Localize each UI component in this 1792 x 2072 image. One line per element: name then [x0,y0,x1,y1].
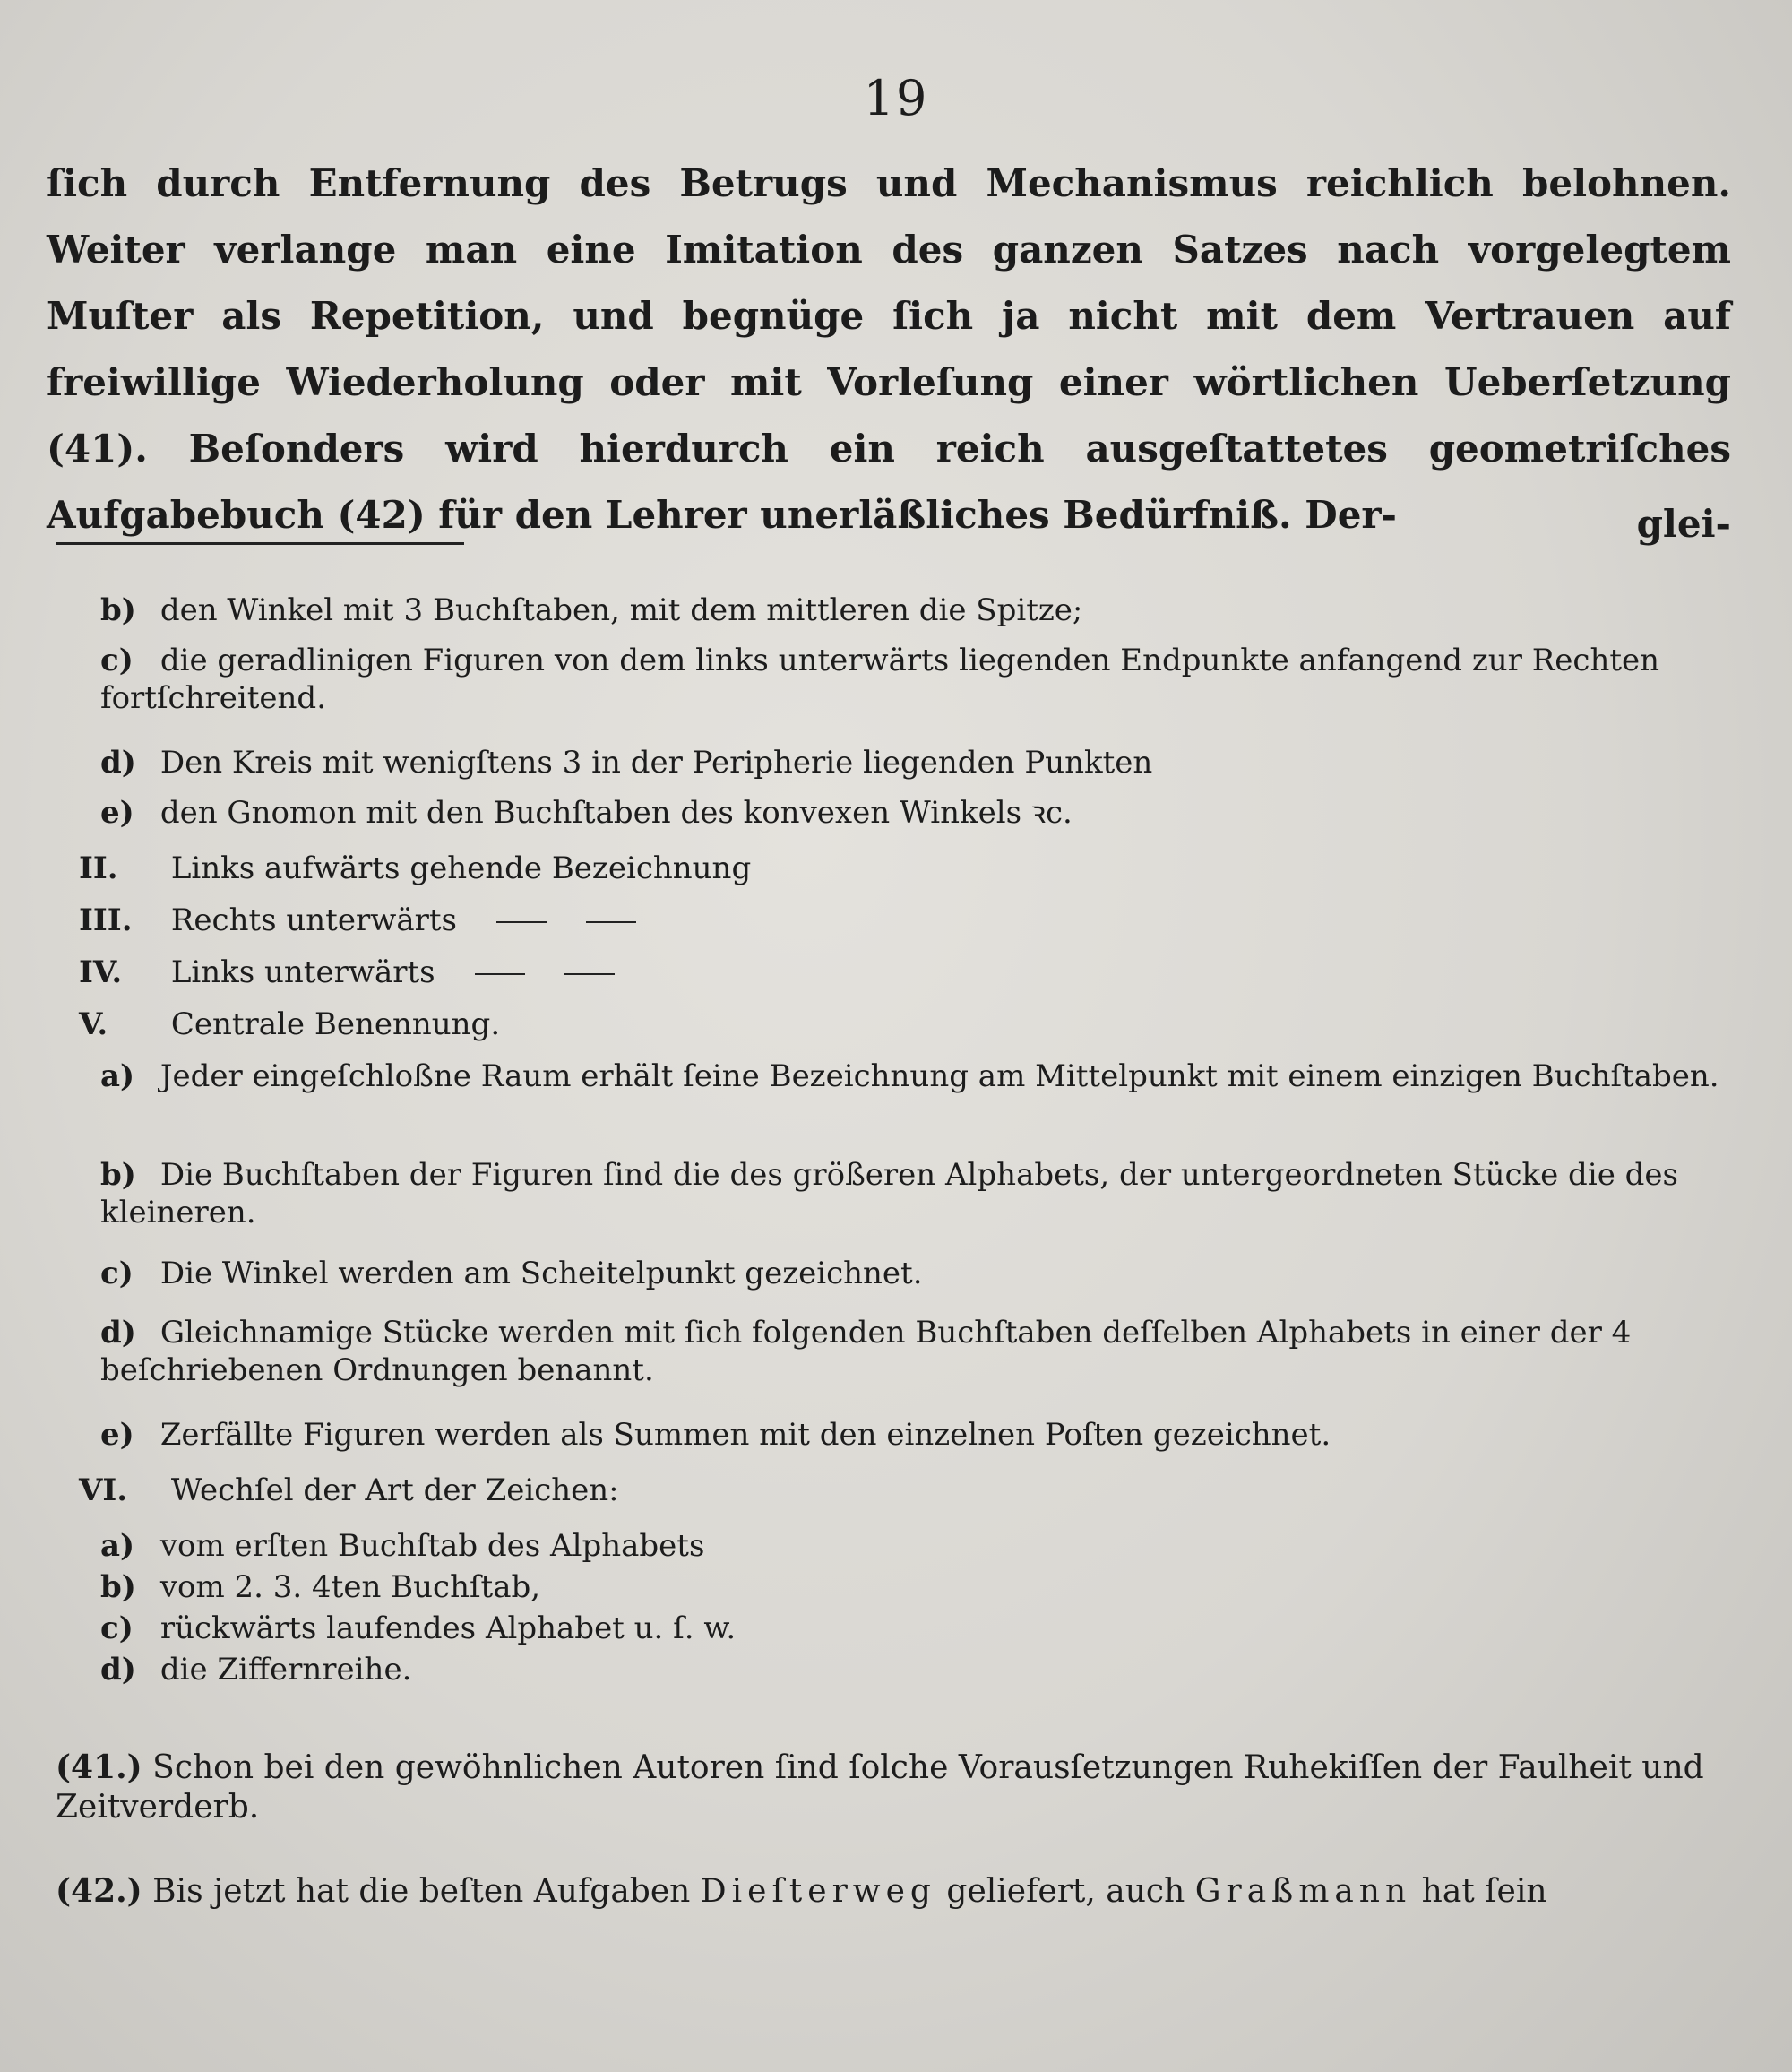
note-item: c) Die Winkel werden am Scheitelpunkt gezeichnet. [100,1256,923,1291]
note-item: II. Links aufwärts gehende Bezeichnung [79,850,752,886]
ditto-dash [564,973,615,975]
footnote-42: (42.) Bis jetzt hat die beſten Aufgaben Dieſterweg geliefert, auch Graßmann hat ſein [56,1872,1547,1910]
note-item: b) den Winkel mit 3 Buchſtaben, mit dem mittleren die Spitze; [100,592,1083,628]
note-item: c) die geradlinigen Figuren von dem links unterwärts liegenden Endpunkte anfangend zur Rechten fortſchreitend. [100,643,1660,716]
note-item: IV. Links unterwärts [79,954,1701,991]
author-name-grassmann: Graßmann [1194,1873,1412,1910]
catchword: glei- [1636,502,1731,546]
note-item: b) vom 2. 3. 4ten Buchſtab, [100,1569,541,1605]
note-item: b) Die Buchſtaben der Figuren ſind die des größeren Alphabets, der untergeordneten Stücke die des kleineren. [100,1157,1678,1230]
note-item: V. Centrale Benennung. [79,1006,501,1042]
note-item: c) rückwärts laufendes Alphabet u. ſ. w. [100,1610,737,1646]
note-item: d) Den Kreis mit wenigſtens 3 in der Peripherie liegenden Punkten [100,745,1153,781]
footnote-separator-rule [56,542,464,545]
ditto-dash [586,921,636,923]
footnote-41: (41.) Schon bei den gewöhnlichen Autoren ſind ſolche Vorausſetzungen Ruhekiſſen der Faulheit und Zeitverderb. [56,1748,1704,1826]
note-item: e) Zerfällte Figuren werden als Summen mit den einzelnen Poſten gezeichnet. [100,1417,1331,1453]
ditto-dash [475,973,525,975]
main-paragraph: ſich durch Entfernung des Betrugs und Mechanismus reichlich belohnen. Weiter verlange man eine Imitation des ganzen Satzes nach vorgelegtem Muſter als Repetition, und begnüge ſich ja nicht mit dem Vertrauen auf freiwillige Wiederholung oder mit Vorleſung einer wörtlichen Ueberſetzung (41). Beſonders wird hierdurch ein reich ausgeſtattetes geometriſches Aufgabebuch (42) für den Lehrer unerläßliches Bedürfniß. Der- [47,161,1731,537]
page-number: 19 [863,70,929,126]
note-item: a) Jeder eingeſchloßne Raum erhält ſeine Bezeichnung am Mittelpunkt mit einem einzigen Buchſtaben. [100,1058,1719,1094]
note-item: VI. Wechſel der Art der Zeichen: [79,1472,619,1508]
author-name-diesterweg: Dieſterweg [700,1873,936,1910]
note-item: III. Rechts unterwärts [79,902,1701,939]
note-item: d) Gleichnamige Stücke werden mit ſich folgenden Buchſtaben deſſelben Alphabets in einer der 4 beſchriebenen Ordnungen benannt. [100,1315,1632,1388]
note-item: e) den Gnomon mit den Buchſtaben des konvexen Winkels ꝛc. [100,795,1073,831]
ditto-dash [496,921,547,923]
note-item: a) vom erſten Buchſtab des Alphabets [100,1528,705,1564]
note-item: d) die Ziffernreihe. [100,1652,412,1688]
